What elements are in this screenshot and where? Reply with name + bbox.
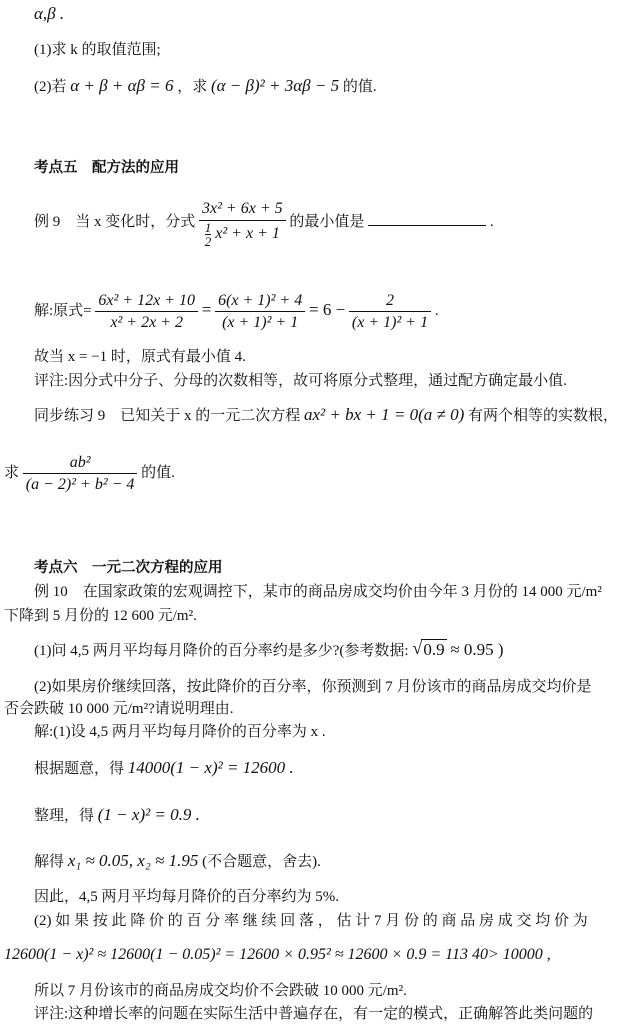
example-10-q2-line1: (2)如果房价继续回落，按此降价的百分率，你预测到 7 月份该市的商品房成交均价是 bbox=[34, 679, 592, 695]
roots-text: α,β . bbox=[34, 4, 65, 23]
ex9-numerator: 3x² + 6x + 5 bbox=[199, 197, 286, 221]
sol9-f3-denominator: (x + 1)² + 1 bbox=[351, 314, 429, 332]
practice9b-fraction bbox=[23, 452, 138, 495]
ex10q1-text: (1)问 4,5 两月平均每月降价的百分率约是多少?(参考数据: bbox=[34, 643, 409, 659]
section6-title: 考点六 一元二次方程的应用 bbox=[34, 560, 223, 576]
sol9-prefix: 解:原式= bbox=[34, 303, 92, 319]
solution-9 bbox=[34, 285, 439, 339]
practice9-text: 同步练习 9 已知关于 x 的一元二次方程 bbox=[34, 408, 301, 424]
solution-10-line7: 12600(1 − x)² ≈ 12600(1 − 0.05)² = 12600 × 0.95² ≈ 12600 × 0.9 = 113 40> 10000 , bbox=[4, 946, 551, 963]
q2-condition: α + β + αβ = 6 bbox=[70, 76, 174, 95]
question-1: (1)求 k 的取值范围; bbox=[34, 42, 161, 58]
sol10-line4-equation: x₁ ≈ 0.05, x₂ ≈ 1.95 bbox=[67, 851, 199, 870]
sol9-f1-numerator: 6x² + 12x + 10 bbox=[95, 290, 198, 312]
practice9-tail: 有两个相等的实数根， bbox=[468, 408, 619, 424]
q2-suffix: 的值. bbox=[342, 79, 377, 95]
practice9-equation: ax² + bx + 1 = 0(a ≠ 0) bbox=[304, 405, 465, 424]
example-10-line2: 下降到 5 月份的 12 600 元/m². bbox=[4, 608, 197, 624]
sol9-eq3: = 6 − bbox=[308, 300, 346, 319]
ex9-denominator bbox=[199, 221, 286, 248]
solution-10-line6: (2) 如 果 按 此 降 价 的 百 分 率 继 续 回 落 ， 估 计 7 月 份 的 商 品 房 成 交 均 价 为 bbox=[34, 913, 588, 929]
practice9b-prefix: 求 bbox=[4, 465, 20, 481]
example-10-q2-line2: 否会跌破 10 000 元/m²?请说明理由. bbox=[4, 701, 234, 717]
sol10-line2-equation: 14000(1 − x)² = 12600 . bbox=[127, 758, 294, 777]
example-10-q1 bbox=[34, 640, 504, 661]
sqrt-radicand: 0.9 bbox=[423, 640, 445, 659]
sol9-fraction-3 bbox=[349, 290, 431, 333]
sol10-line2-text: 根据题意，得 bbox=[34, 761, 125, 777]
sqrt-expression: √ 0.9 bbox=[412, 638, 445, 659]
ex10q1-approx: ≈ 0.95 ) bbox=[450, 640, 504, 659]
sol10-line3-text: 整理，得 bbox=[34, 808, 95, 824]
solution-10-line8: 所以 7 月份该市的商品房成交均价不会跌破 10 000 元/m². bbox=[34, 983, 407, 999]
solution-10-line4 bbox=[34, 851, 321, 872]
equals-sign: = bbox=[201, 300, 212, 319]
sol10-line4-text: 解得 bbox=[34, 854, 65, 870]
sol9-f2-numerator: 6(x + 1)² + 4 bbox=[215, 290, 305, 312]
solution-10-line3 bbox=[34, 805, 200, 826]
question-2 bbox=[34, 76, 377, 97]
solution-10-line2 bbox=[34, 758, 294, 779]
sol9-f1-denominator: x² + 2x + 2 bbox=[110, 314, 183, 332]
sol9-fraction-2 bbox=[215, 290, 305, 333]
sol9-f3-numerator: 2 bbox=[349, 290, 431, 312]
practice-9-b bbox=[4, 448, 175, 502]
sol9-fraction-1 bbox=[95, 290, 198, 333]
sol10-line3-equation: (1 − x)² = 0.9 . bbox=[97, 805, 200, 824]
ex9-fraction bbox=[199, 197, 286, 248]
ex9-end: . bbox=[489, 214, 494, 230]
sol9-f2-denominator: (x + 1)² + 1 bbox=[222, 314, 299, 332]
sol9-end: . bbox=[434, 303, 439, 319]
ex9-den-rest: x² + x + 1 bbox=[215, 225, 280, 243]
comment-9: 评注:因分式中分子、分母的次数相等，故可将原分式整理，通过配方确定最小值. bbox=[34, 373, 567, 389]
solution-10-line9: 评注:这种增长率的问题在实际生活中普遍存在，有一定的模式，正确解答此类问题的 bbox=[34, 1006, 594, 1022]
solution-10-line5: 因此，4,5 两月平均每月降价的百分率约为 5%. bbox=[34, 889, 339, 905]
example-9 bbox=[34, 192, 494, 256]
ex9-half: $\frac{1}{2}$ bbox=[204, 220, 212, 250]
q2-prefix: (2)若 bbox=[34, 79, 67, 95]
answer-blank bbox=[368, 209, 486, 226]
solution-9-line2: 故当 x = −1 时，原式有最小值 4. bbox=[34, 349, 246, 365]
q2-mid: ，求 bbox=[177, 79, 208, 95]
q2-expression: (α − β)² + 3αβ − 5 bbox=[210, 76, 340, 95]
practice9b-numerator: ab² bbox=[23, 452, 138, 474]
ex9-label: 例 9 当 x 变化时，分式 bbox=[34, 214, 196, 230]
sol10-line4-note: (不合题意，舍去). bbox=[202, 854, 321, 870]
example-10-line1: 例 10 在国家政策的宏观调控下，某市的商品房成交均价由今年 3 月份的 14 000 元/m² bbox=[34, 584, 602, 600]
section5-title: 考点五 配方法的应用 bbox=[34, 160, 179, 176]
ex9-tail: 的最小值是 bbox=[289, 214, 365, 230]
practice-9 bbox=[34, 405, 618, 426]
practice9b-suffix: 的值. bbox=[141, 465, 175, 481]
solution-10-line1: 解:(1)设 4,5 两月平均每月降价的百分率为 x . bbox=[34, 724, 326, 740]
practice9b-denominator: (a − 2)² + b² − 4 bbox=[25, 476, 135, 494]
